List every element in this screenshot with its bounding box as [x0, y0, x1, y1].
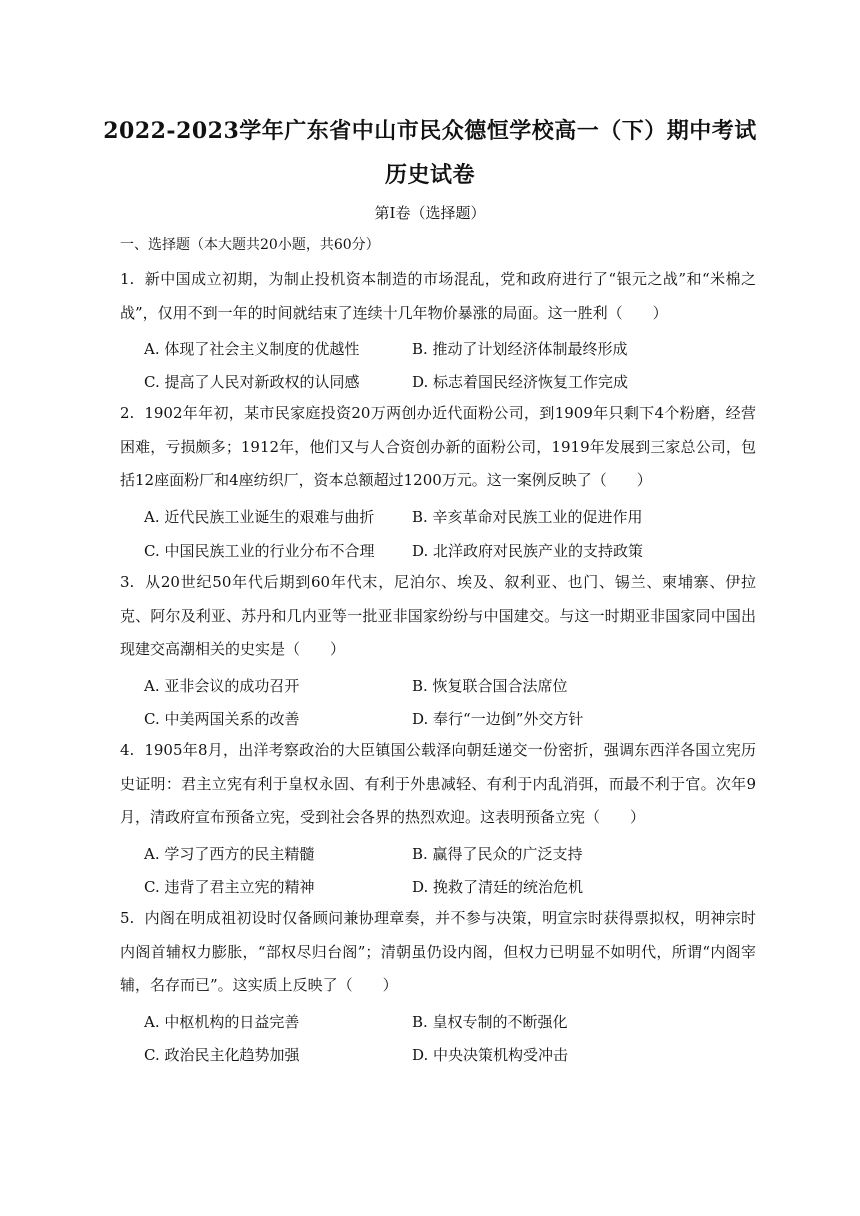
option-a: A. 体现了社会主义制度的优越性	[144, 340, 360, 358]
question-text: 内阁在明成祖初设时仅备顾问兼协理章奏，并不参与决策，明宣宗时获得票拟权，明神宗时内阁首辅权力膨胀，“部权尽归台阁”；清朝虽仍设内阁，但权力已明显不如明代，所谓“内阁宰辅，名存而已”。这实质上反映了（ ）	[120, 909, 756, 994]
option-a: A. 学习了西方的民主精髓	[144, 845, 315, 863]
option-d: D. 北洋政府对民族产业的支持政策	[412, 542, 644, 560]
part-label: 第I卷（选择题）	[374, 204, 486, 222]
question-text: 新中国成立初期，为制止投机资本制造的市场混乱，党和政府进行了“银元之战”和“米棉之战”，仅用不到一年的时间就结束了连续十几年物价暴涨的局面。这一胜利（ ）	[120, 270, 756, 322]
option-d: D. 挽救了清廷的统治危机	[412, 878, 584, 896]
option-b: B. 皇权专制的不断强化	[412, 1013, 568, 1031]
question-3	[120, 566, 756, 667]
option-c: C. 违背了君主立宪的精神	[144, 878, 315, 896]
option-c: C. 提高了人民对新政权的认同感	[144, 373, 360, 391]
option-d: D. 奉行“一边倒”外交方针	[412, 710, 584, 728]
question-text: 1902年年初，某市民家庭投资20万两创办近代面粉公司，到1909年只剩下4个粉磨，经营困难，亏损颇多；1912年，他们又与人合资创办新的面粉公司，1919年发展到三家总公司，包括12座面粉厂和4座纺织厂，资本总额超过1200万元。这一案例反映了（ ）	[120, 404, 756, 489]
section-heading: 一、选择题（本大题共20小题，共60分）	[120, 237, 380, 253]
question-text: 从20世纪50年代后期到60年代末，尼泊尔、埃及、叙利亚、也门、锡兰、柬埔寨、伊拉克、阿尔及利亚、苏丹和几内亚等一批亚非国家纷纷与中国建交。与这一时期亚非国家同中国出现建交高潮相关的史实是（ ）	[120, 573, 756, 658]
option-a: A. 近代民族工业诞生的艰难与曲折	[144, 508, 375, 526]
option-a: A. 中枢机构的日益完善	[144, 1013, 300, 1031]
option-d: D. 中央决策机构受冲击	[412, 1046, 569, 1064]
question-number: 5.	[120, 909, 135, 927]
question-text: 1905年8月，出洋考察政治的大臣镇国公载泽向朝廷递交一份密折，强调东西洋各国立宪历史证明：君主立宪有利于皇权永固、有利于外患减轻、有利于内乱消弭，而最不利于官。次年9月，清政府宣布预备立宪，受到社会各界的热烈欢迎。这表明预备立宪（ ）	[120, 741, 756, 826]
question-4	[120, 734, 756, 835]
option-b: B. 恢复联合国合法席位	[412, 677, 568, 695]
option-a: A. 亚非会议的成功召开	[144, 677, 300, 695]
option-b: B. 赢得了民众的广泛支持	[412, 845, 583, 863]
option-d: D. 标志着国民经济恢复工作完成	[412, 373, 629, 391]
question-2	[120, 397, 756, 498]
exam-subject-title: 历史试卷	[384, 162, 475, 188]
question-1	[120, 263, 756, 330]
question-5	[120, 902, 756, 1003]
option-b: B. 辛亥革命对民族工业的促进作用	[412, 508, 643, 526]
question-number: 1.	[120, 270, 135, 288]
exam-title: 2022-2023学年广东省中山市民众德恒学校高一（下）期中考试	[103, 118, 757, 144]
question-number: 2.	[120, 404, 135, 422]
question-number: 4.	[120, 741, 135, 759]
option-b: B. 推动了计划经济体制最终形成	[412, 340, 628, 358]
option-c: C. 政治民主化趋势加强	[144, 1046, 300, 1064]
option-c: C. 中国民族工业的行业分布不合理	[144, 542, 375, 560]
option-c: C. 中美两国关系的改善	[144, 710, 300, 728]
question-number: 3.	[120, 573, 135, 591]
